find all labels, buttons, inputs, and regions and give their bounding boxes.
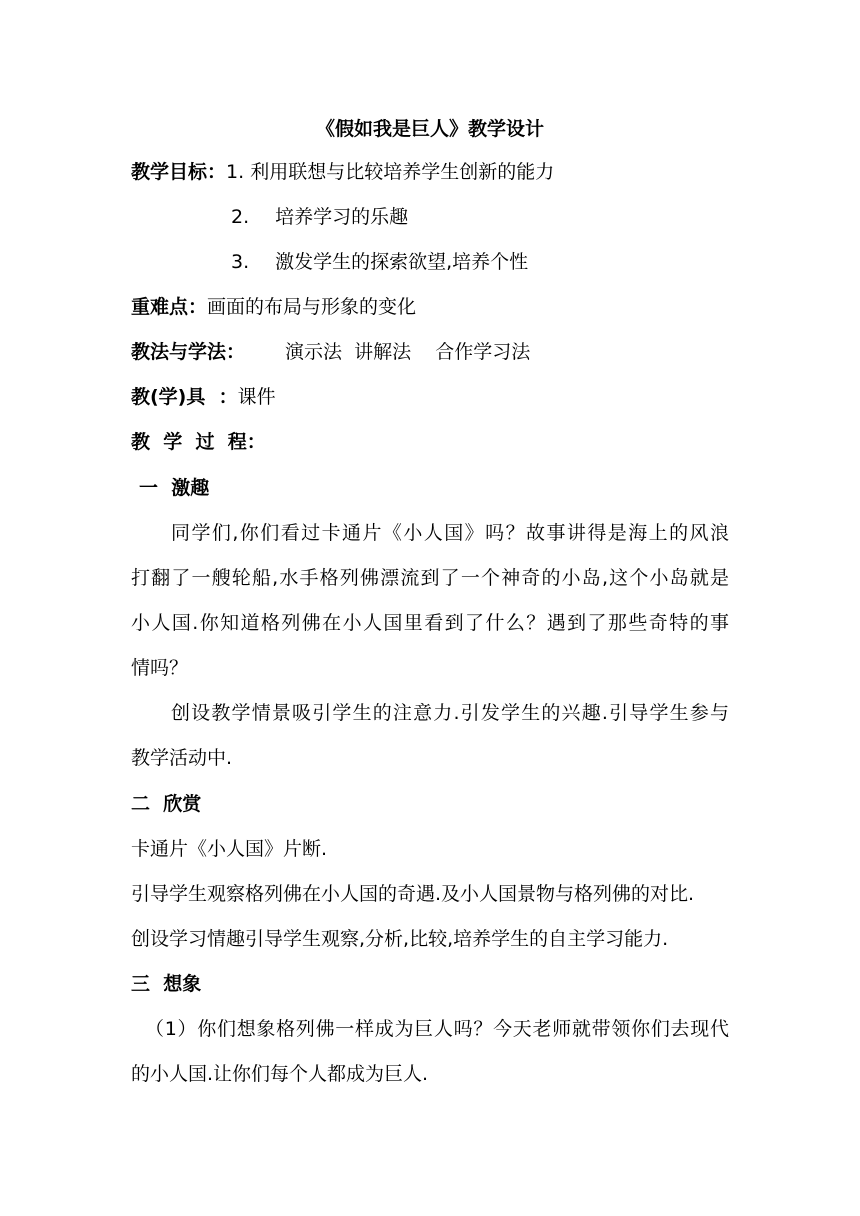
tools-text: 课件 [237, 386, 276, 408]
key-points-label: 重难点： [131, 296, 208, 318]
key-points-text: 画面的布局与形象的变化 [207, 296, 417, 318]
tools-label: 教(学)具 ： [131, 386, 238, 408]
paragraph-line: 引导学生观察格列佛在小人国的奇遇.及小人国景物与格列佛的对比. [131, 883, 695, 905]
tools-line [131, 384, 276, 410]
objective-text: 激发学生的探索欲望,培养个性 [275, 251, 529, 273]
objective-number: 3. [231, 251, 250, 273]
objective-text: 利用联想与比较培养学生创新的能力 [250, 161, 555, 183]
paragraph-line: 教学活动中. [131, 747, 233, 769]
key-points-line [131, 294, 416, 320]
paragraph-line: 创设教学情景吸引学生的注意力.引发学生的兴趣.引导学生参与 [171, 702, 729, 724]
section-heading-1: 一 激趣 [139, 477, 210, 499]
objective-line-3 [231, 249, 528, 275]
methods-label: 教法与学法： [131, 341, 246, 363]
paragraph-line: 的小人国.让你们每个人都成为巨人. [131, 1063, 429, 1085]
paragraph-line: 打翻了一艘轮船,水手格列佛漂流到了一个神奇的小岛,这个小岛就是 [131, 567, 729, 589]
methods-line [131, 339, 530, 365]
paragraph-line: 同学们,你们看过卡通片《小人国》吗？故事讲得是海上的风浪 [171, 522, 729, 544]
objective-number: 2. [231, 206, 250, 228]
paragraph-line: 小人国.你知道格列佛在小人国里看到了什么？遇到了那些奇特的事 [131, 612, 729, 634]
section-heading-3: 三 想象 [131, 973, 202, 995]
objective-text: 培养学习的乐趣 [275, 206, 409, 228]
methods-text: 演示法 讲解法 合作学习法 [285, 341, 531, 363]
process-label: 教 学 过 程： [131, 431, 266, 453]
document-title: 《假如我是巨人》教学设计 [315, 118, 544, 140]
section-heading-2: 二 欣赏 [131, 793, 202, 815]
objective-line-2 [231, 204, 408, 230]
paragraph-line: （1）你们想象格列佛一样成为巨人吗？今天老师就带领你们去现代 [145, 1018, 729, 1040]
paragraph-line: 卡通片《小人国》片断. [131, 838, 328, 860]
objective-line-1 [131, 159, 554, 185]
objective-number: 1. [226, 161, 245, 183]
paragraph-line: 创设学习情趣引导学生观察,分析,比较,培养学生的自主学习能力. [131, 928, 669, 950]
paragraph-line: 情吗？ [131, 657, 189, 679]
objectives-label: 教学目标： [131, 161, 227, 183]
